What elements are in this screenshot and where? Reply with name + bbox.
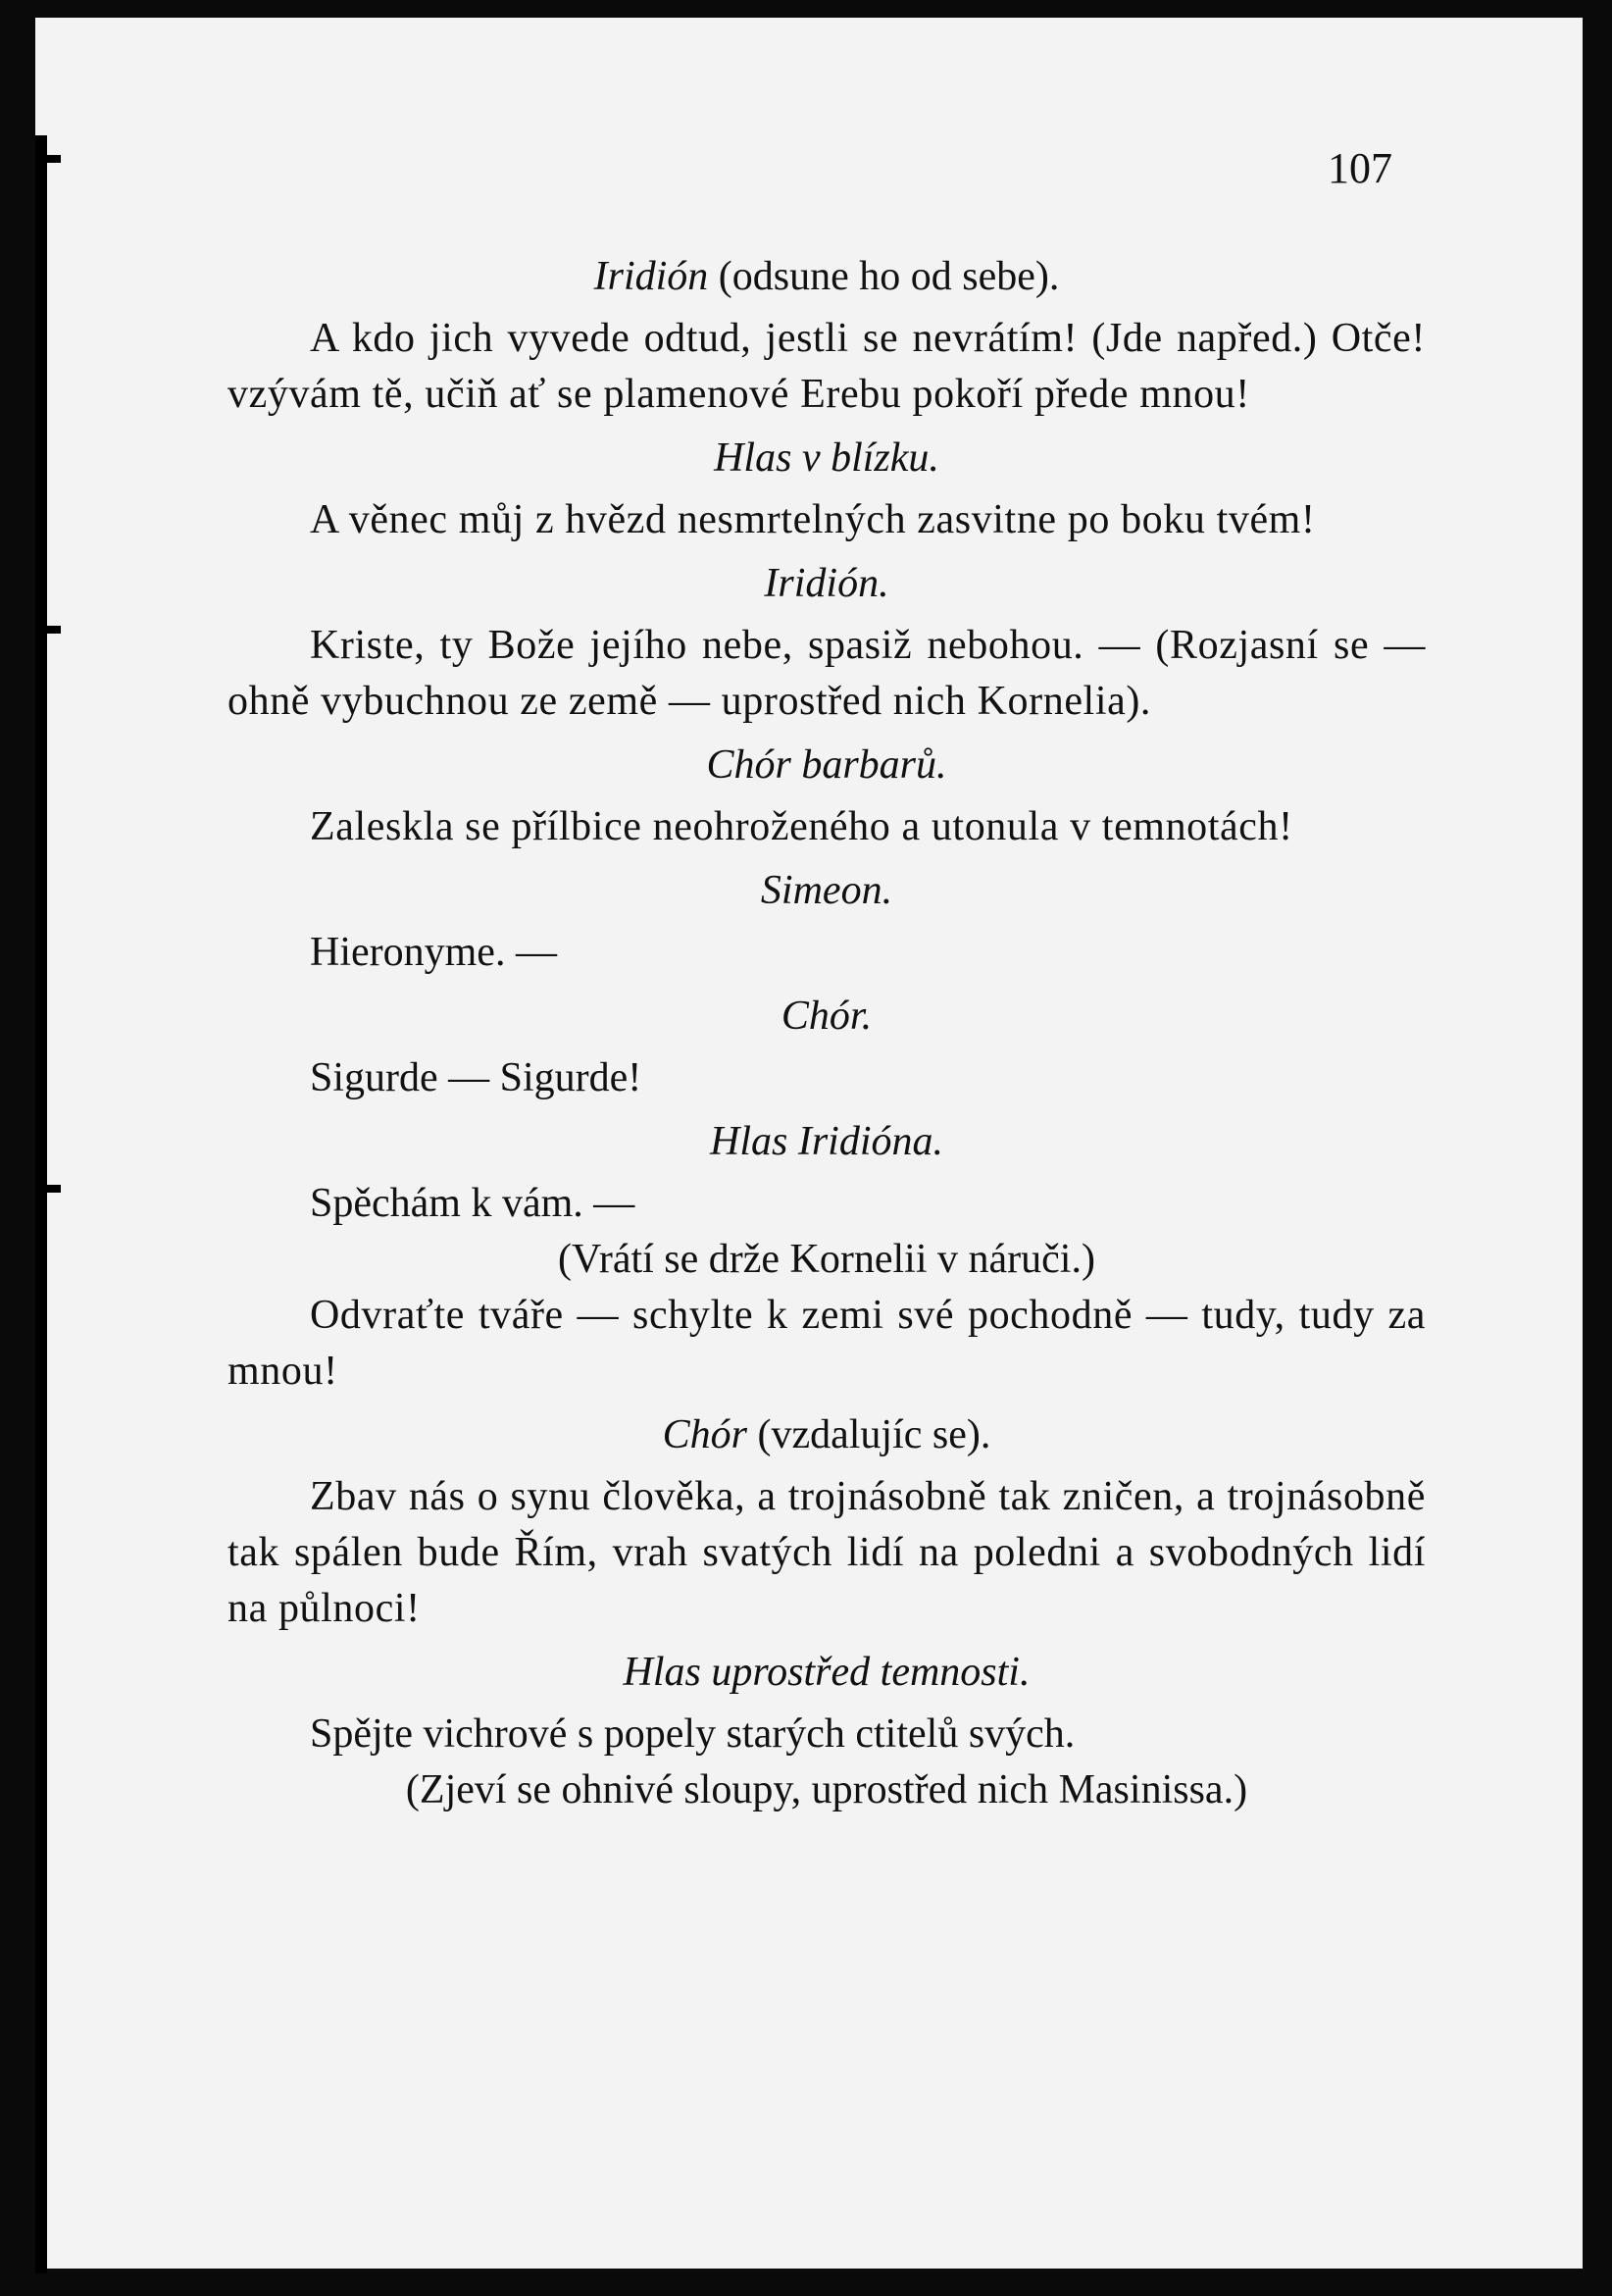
- speaker-heading: [227, 863, 1426, 919]
- speaker-name: Iridión: [593, 254, 709, 299]
- speaker-heading: [227, 1114, 1426, 1170]
- speaker-heading: [227, 738, 1426, 793]
- stage-direction: (odsune ho od sebe).: [718, 254, 1060, 299]
- dialogue-paragraph: A věnec můj z hvězd nesmrtelných zasvitne po boku tvém!: [310, 497, 1316, 542]
- stage-direction: (vzdalujíc se).: [757, 1412, 991, 1457]
- speaker-heading: [227, 1407, 1426, 1463]
- binding-shadow: [35, 135, 47, 2273]
- speaker-name: Chór: [662, 1412, 747, 1457]
- dialogue-paragraph: Zaleskla se přílbice neohroženého a utonula v temnotách!: [310, 804, 1293, 849]
- speaker-name: Hlas uprostřed temnosti.: [623, 1650, 1031, 1695]
- speaker-name: Hlas v blízku.: [714, 435, 939, 481]
- page-number: 107: [1328, 144, 1392, 192]
- dialogue-paragraph: Spěchám k vám. —: [310, 1181, 635, 1226]
- dialogue-paragraph: Odvraťte tváře — schylte k zemi své pochodně — tudy, tudy za mnou!: [227, 1293, 1426, 1394]
- dialogue-paragraph: Zbav nás o synu člověka, a trojnásobně tak zničen, a trojnásobně tak spálen bude Řím, vrah svatých lidí na poledni a svobodných lidí na půlnoci!: [227, 1474, 1426, 1631]
- dialogue-paragraph: A kdo jich vyvede odtud, jestli se nevrátím! (Jde napřed.) Otče! vzývám tě, učiň ať se plamenové Erebu pokoří přede mnou!: [227, 316, 1426, 417]
- speaker-name: Chór.: [781, 994, 873, 1039]
- dialogue-paragraph: Kriste, ty Bože jejího nebe, spasiž nebohou. — (Rozjasní se — ohně vybuchnou ze země — uprostřed nich Kornelia).: [227, 623, 1426, 724]
- stage-direction: (Zjeví se ohnivé sloupy, uprostřed nich Masinissa.): [405, 1767, 1248, 1812]
- speaker-heading: [227, 989, 1426, 1045]
- dialogue-paragraph: Sigurde — Sigurde!: [310, 1055, 642, 1100]
- speaker-heading: [227, 431, 1426, 486]
- speaker-name: Hlas Iridióna.: [709, 1119, 943, 1164]
- binding-mark: [35, 155, 61, 163]
- binding-mark: [35, 1185, 61, 1193]
- speaker-heading: [227, 1645, 1426, 1701]
- speaker-name: Simeon.: [760, 868, 893, 913]
- speaker-name: Iridión.: [764, 561, 889, 606]
- speaker-name: Chór barbarů.: [706, 742, 947, 788]
- dialogue-paragraph: Hieronyme. —: [310, 930, 557, 975]
- dialogue-paragraph: Spějte vichrové s popely starých ctitelů svých.: [310, 1711, 1076, 1757]
- speaker-heading: [227, 249, 1426, 305]
- speaker-heading: [227, 556, 1426, 612]
- book-page: [35, 18, 1583, 2269]
- stage-direction: (Vrátí se drže Kornelii v náruči.): [558, 1237, 1095, 1282]
- page-body: [227, 241, 1426, 1818]
- binding-mark: [35, 626, 61, 634]
